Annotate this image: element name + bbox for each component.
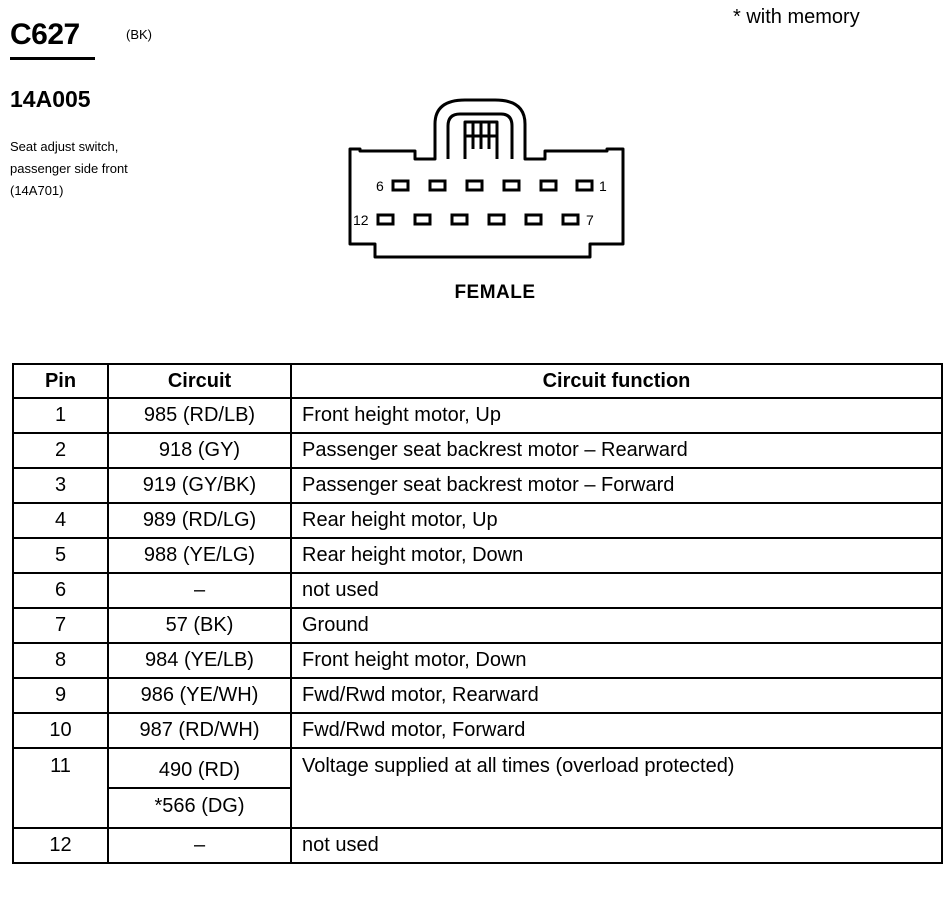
- pin-cell: 11: [13, 748, 108, 828]
- table-header-row: [13, 364, 942, 398]
- connector-body-outline: [350, 100, 623, 257]
- pin-12-cavity: [378, 215, 393, 224]
- table-row: [13, 748, 942, 828]
- pin-9-cavity: [489, 215, 504, 224]
- circuit-cell: 919 (GY/BK): [108, 468, 291, 503]
- circuit-cell: 985 (RD/LB): [108, 398, 291, 433]
- bottom-row-start-label: 12: [353, 212, 369, 228]
- pin-6-cavity: [393, 181, 408, 190]
- function-cell: Rear height motor, Up: [291, 503, 942, 538]
- function-cell: Passenger seat backrest motor – Forward: [291, 468, 942, 503]
- pin-2-cavity: [541, 181, 556, 190]
- circuit-cell: –: [108, 828, 291, 863]
- table-row: [13, 503, 942, 538]
- pin-cell: 9: [13, 678, 108, 713]
- memory-note: * with memory: [733, 6, 860, 28]
- pin-4-cavity: [467, 181, 482, 190]
- pin-cell: 4: [13, 503, 108, 538]
- table-row: [13, 828, 942, 863]
- circuit-cell: [108, 748, 291, 828]
- connector-face-diagram: [345, 94, 635, 269]
- bottom-row-end-label: 7: [586, 212, 594, 228]
- pin-10-cavity: [452, 215, 467, 224]
- function-cell: Front height motor, Up: [291, 398, 942, 433]
- function-cell: Fwd/Rwd motor, Forward: [291, 713, 942, 748]
- circuit-cell: 989 (RD/LG): [108, 503, 291, 538]
- description-line-3: (14A701): [10, 183, 64, 198]
- pin-cell: 7: [13, 608, 108, 643]
- component-description: [10, 136, 128, 202]
- table-row: [13, 713, 942, 748]
- circuit-value-with-memory: *566 (DG): [154, 795, 245, 817]
- pin-cell: 3: [13, 468, 108, 503]
- pin-cell: 2: [13, 433, 108, 468]
- pin-5-cavity: [430, 181, 445, 190]
- table-row: [13, 433, 942, 468]
- table-row: [13, 608, 942, 643]
- pin-11-cavity: [415, 215, 430, 224]
- function-cell: Rear height motor, Down: [291, 538, 942, 573]
- function-cell: not used: [291, 828, 942, 863]
- pin-cell: 10: [13, 713, 108, 748]
- circuit-cell: 57 (BK): [108, 608, 291, 643]
- table-row: [13, 398, 942, 433]
- table-row: [13, 468, 942, 503]
- circuit-cell: 987 (RD/WH): [108, 713, 291, 748]
- pin-1-cavity: [577, 181, 592, 190]
- pin-cell: 12: [13, 828, 108, 863]
- circuit-value: 490 (RD): [107, 753, 290, 789]
- circuit-cell: 988 (YE/LG): [108, 538, 291, 573]
- function-cell: Fwd/Rwd motor, Rearward: [291, 678, 942, 713]
- header-circuit: Circuit: [108, 364, 291, 398]
- function-cell: Front height motor, Down: [291, 643, 942, 678]
- table-row: [13, 643, 942, 678]
- connector-gender-label: FEMALE: [454, 282, 536, 303]
- pin-cell: 8: [13, 643, 108, 678]
- function-cell: Ground: [291, 608, 942, 643]
- header-function: Circuit function: [291, 364, 942, 398]
- table-row: [13, 678, 942, 713]
- top-row-start-label: 6: [376, 178, 384, 194]
- pin-3-cavity: [504, 181, 519, 190]
- table-row: [13, 538, 942, 573]
- circuit-cell: 986 (YE/WH): [108, 678, 291, 713]
- pin-cell: 1: [13, 398, 108, 433]
- pin-table: [12, 363, 943, 864]
- pin-8-cavity: [526, 215, 541, 224]
- connector-id-underline: [10, 57, 95, 60]
- function-cell: Voltage supplied at all times (overload protected): [291, 748, 942, 828]
- function-cell: Passenger seat backrest motor – Rearward: [291, 433, 942, 468]
- function-cell: not used: [291, 573, 942, 608]
- pin-cell: 5: [13, 538, 108, 573]
- pin-cell: 6: [13, 573, 108, 608]
- circuit-cell: 984 (YE/LB): [108, 643, 291, 678]
- description-line-2: passenger side front: [10, 161, 128, 176]
- top-row-end-label: 1: [599, 178, 607, 194]
- pin-7-cavity: [563, 215, 578, 224]
- header-pin: Pin: [13, 364, 108, 398]
- connector-color: (BK): [126, 27, 152, 42]
- part-number: 14A005: [10, 86, 91, 112]
- connector-id: C627: [10, 18, 80, 51]
- description-line-1: Seat adjust switch,: [10, 139, 119, 154]
- table-row: [13, 573, 942, 608]
- circuit-cell: 918 (GY): [108, 433, 291, 468]
- circuit-cell: –: [108, 573, 291, 608]
